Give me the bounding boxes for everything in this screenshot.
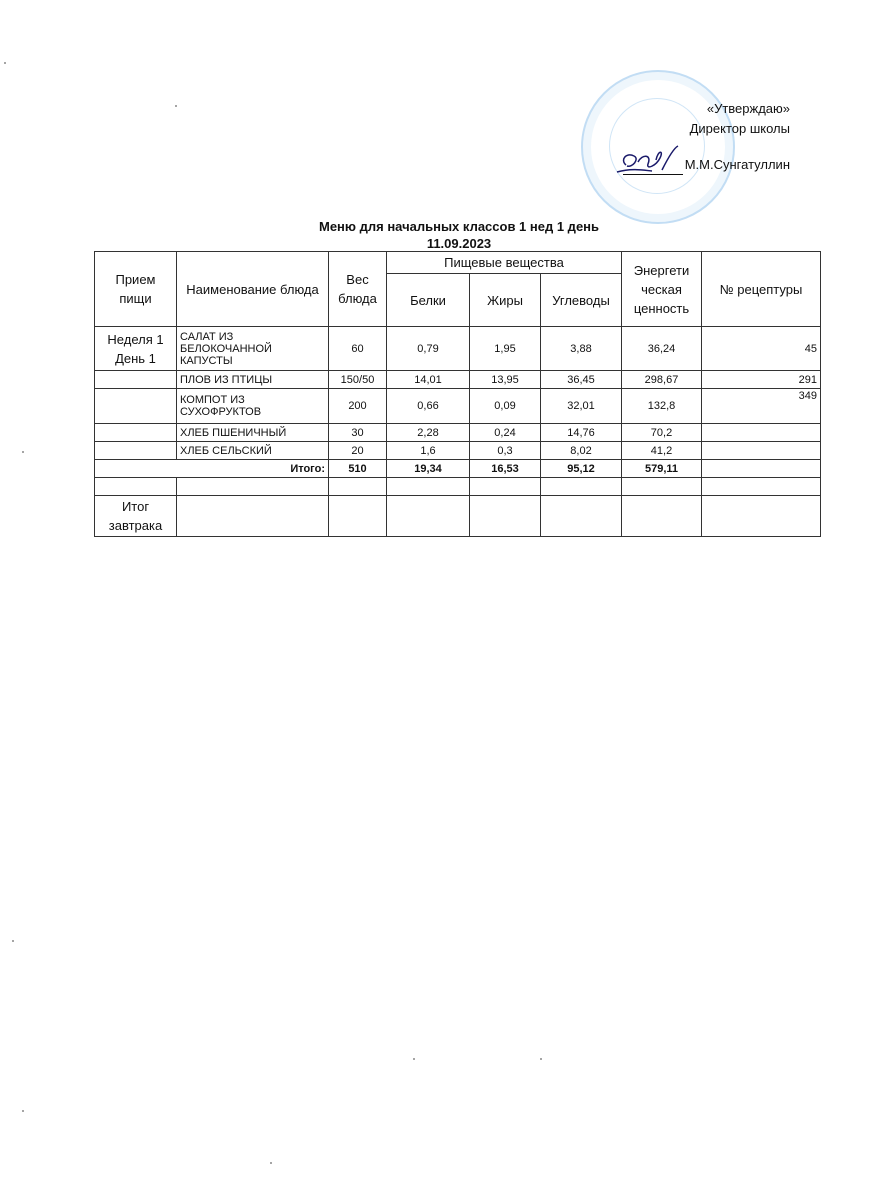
dish-carbs: 8,02 — [541, 442, 622, 460]
dish-name: САЛАТ ИЗ БЕЛОКОЧАННОЙ КАПУСТЫ — [177, 327, 329, 371]
header-protein: Белки — [387, 274, 470, 327]
dish-recipe — [702, 424, 821, 442]
dish-energy: 132,8 — [622, 389, 702, 424]
dish-recipe: 291 — [702, 371, 821, 389]
dish-weight: 200 — [329, 389, 387, 424]
header-recipe: № рецептуры — [702, 252, 821, 327]
empty-row — [95, 478, 821, 496]
dish-protein: 1,6 — [387, 442, 470, 460]
approval-title: «Утверждаю» — [706, 101, 790, 116]
dish-recipe: 45 — [702, 327, 821, 371]
breakfast-total-label: Итог завтрака — [95, 496, 177, 537]
meal-cell-empty — [95, 371, 177, 389]
header-nutrients: Пищевые вещества — [387, 252, 622, 274]
table-row — [95, 442, 821, 460]
dish-protein: 0,79 — [387, 327, 470, 371]
scan-speck — [413, 1058, 415, 1060]
scan-speck — [22, 451, 24, 453]
table-row — [95, 371, 821, 389]
total-fat: 16,53 — [470, 460, 541, 478]
scan-speck — [12, 940, 14, 942]
dish-name: ПЛОВ ИЗ ПТИЦЫ — [177, 371, 329, 389]
dish-fat: 0,09 — [470, 389, 541, 424]
header-fat: Жиры — [470, 274, 541, 327]
breakfast-total-row — [95, 496, 821, 537]
header-energy: Энергети ческая ценность — [622, 252, 702, 327]
dish-carbs: 32,01 — [541, 389, 622, 424]
total-protein: 19,34 — [387, 460, 470, 478]
dish-fat: 1,95 — [470, 327, 541, 371]
scan-speck — [4, 62, 6, 64]
table-row — [95, 327, 821, 371]
dish-recipe — [702, 442, 821, 460]
dish-energy: 41,2 — [622, 442, 702, 460]
scan-speck — [540, 1058, 542, 1060]
dish-fat: 13,95 — [470, 371, 541, 389]
meal-cell-empty — [95, 424, 177, 442]
total-carbs: 95,12 — [541, 460, 622, 478]
dish-weight: 60 — [329, 327, 387, 371]
total-energy: 579,11 — [622, 460, 702, 478]
scan-speck — [22, 1110, 24, 1112]
scan-speck — [175, 105, 177, 107]
dish-fat: 0,24 — [470, 424, 541, 442]
dish-protein: 2,28 — [387, 424, 470, 442]
table-row — [95, 424, 821, 442]
total-recipe-empty — [702, 460, 821, 478]
header-carbs: Углеводы — [541, 274, 622, 327]
dish-weight: 30 — [329, 424, 387, 442]
dish-fat: 0,3 — [470, 442, 541, 460]
menu-date: 11.09.2023 — [426, 236, 492, 251]
meal-label: Неделя 1 День 1 — [95, 327, 177, 371]
dish-energy: 36,24 — [622, 327, 702, 371]
total-row — [95, 460, 821, 478]
header-dish: Наименование блюда — [177, 252, 329, 327]
approval-block — [623, 99, 790, 175]
dish-energy: 298,67 — [622, 371, 702, 389]
scan-speck — [270, 1162, 272, 1164]
signer-name: М.М.Сунгатуллин — [684, 157, 790, 172]
total-label: Итого: — [95, 460, 329, 478]
dish-name: КОМПОТ ИЗ СУХОФРУКТОВ — [177, 389, 329, 424]
total-weight: 510 — [329, 460, 387, 478]
dish-carbs: 14,76 — [541, 424, 622, 442]
dish-weight: 150/50 — [329, 371, 387, 389]
approval-position: Директор школы — [689, 121, 790, 136]
dish-weight: 20 — [329, 442, 387, 460]
meal-cell-empty — [95, 442, 177, 460]
dish-energy: 70,2 — [622, 424, 702, 442]
dish-carbs: 3,88 — [541, 327, 622, 371]
dish-carbs: 36,45 — [541, 371, 622, 389]
menu-table — [94, 251, 821, 537]
dish-name: ХЛЕБ ПШЕНИЧНЫЙ — [177, 424, 329, 442]
signature-line — [623, 155, 790, 175]
dish-name: ХЛЕБ СЕЛЬСКИЙ — [177, 442, 329, 460]
header-weight: Вес блюда — [329, 252, 387, 327]
dish-recipe: 349 — [702, 389, 821, 424]
dish-protein: 14,01 — [387, 371, 470, 389]
table-row — [95, 389, 821, 424]
menu-title: Меню для начальных классов 1 нед 1 день — [318, 219, 600, 234]
header-meal: Прием пищи — [95, 252, 177, 327]
meal-cell-empty — [95, 389, 177, 424]
dish-protein: 0,66 — [387, 389, 470, 424]
